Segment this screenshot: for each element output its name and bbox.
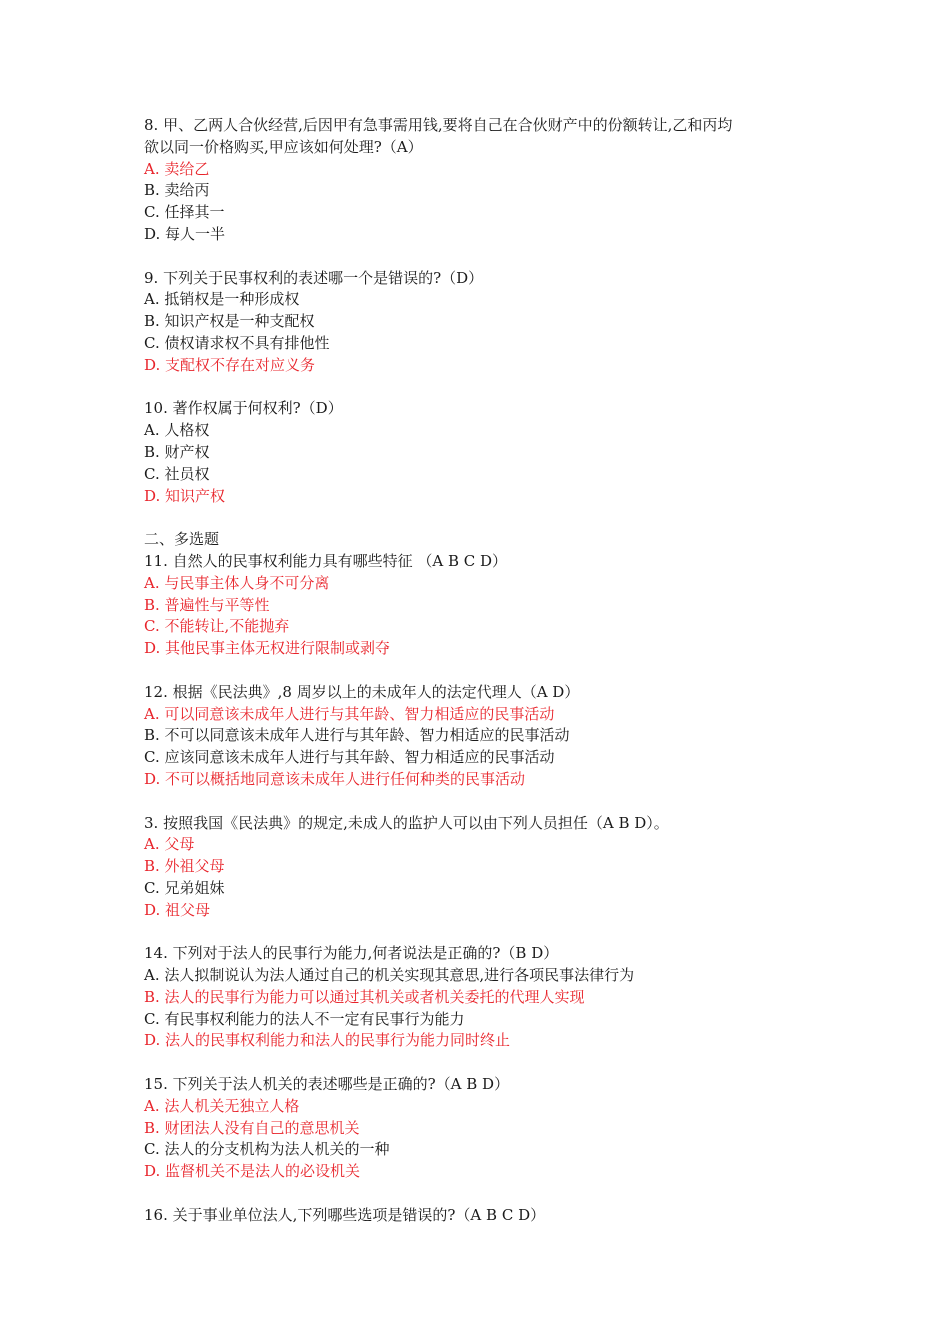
answer-option: A. 抵销权是一种形成权 — [144, 290, 300, 309]
answer-option: C. 应该同意该未成年人进行与其年龄、智力相适应的民事活动 — [144, 748, 555, 767]
question-text: 12. 根据《民法典》,8 周岁以上的未成年人的法定代理人（A D） — [144, 682, 580, 701]
question-block — [144, 943, 824, 1052]
question-text: 16. 关于事业单位法人,下列哪些选项是错误的?（A B C D） — [144, 1205, 546, 1224]
answer-option-correct: A. 卖给乙 — [144, 159, 210, 178]
answer-option: C. 兄弟姐妹 — [144, 878, 225, 897]
answer-option: C. 任择其一 — [144, 203, 225, 222]
answer-option: B. 卖给丙 — [144, 181, 210, 200]
question-text: 14. 下列对于法人的民事行为能力,何者说法是正确的?（B D） — [144, 944, 559, 963]
answer-option-correct: B. 普遍性与平等性 — [144, 595, 270, 614]
answer-option-correct: D. 其他民事主体无权进行限制或剥夺 — [144, 639, 391, 658]
question-text: 3. 按照我国《民法典》的规定,未成人的监护人可以由下列人员担任（A B D）。 — [144, 813, 669, 832]
question-block — [144, 682, 824, 791]
blank-line — [144, 921, 824, 943]
question-block — [144, 115, 824, 246]
question-text: 10. 著作权属于何权利?（D） — [144, 399, 343, 418]
answer-option: A. 法人拟制说认为法人通过自己的机关实现其意思,进行各项民事法律行为 — [144, 966, 635, 985]
question-text: 15. 下列关于法人机关的表述哪些是正确的?（A B D） — [144, 1075, 510, 1094]
document-body — [144, 115, 824, 1227]
question-block — [144, 529, 824, 660]
question-block — [144, 1074, 824, 1183]
answer-option-correct: A. 可以同意该未成年人进行与其年龄、智力相适应的民事活动 — [144, 704, 555, 723]
answer-option-correct: D. 支配权不存在对应义务 — [144, 355, 316, 374]
answer-option-correct: A. 法人机关无独立人格 — [144, 1096, 300, 1115]
answer-option-correct: B. 法人的民事行为能力可以通过其机关或者机关委托的代理人实现 — [144, 987, 585, 1006]
answer-option-correct: B. 财团法人没有自己的意思机关 — [144, 1118, 360, 1137]
answer-option: C. 债权请求权不具有排他性 — [144, 333, 330, 352]
question-block — [144, 1205, 824, 1227]
question-block — [144, 398, 824, 507]
answer-option: A. 人格权 — [144, 421, 210, 440]
answer-option-correct: C. 不能转让,不能抛弃 — [144, 617, 290, 636]
question-text: 9. 下列关于民事权利的表述哪一个是错误的?（D） — [144, 268, 484, 287]
blank-line — [144, 246, 824, 268]
answer-option-correct: D. 知识产权 — [144, 486, 226, 505]
question-block — [144, 268, 824, 377]
answer-option-correct: D. 不可以概括地同意该未成年人进行任何种类的民事活动 — [144, 769, 526, 788]
section-heading: 二、多选题 — [144, 530, 220, 549]
answer-option: B. 知识产权是一种支配权 — [144, 312, 315, 331]
answer-option: D. 每人一半 — [144, 224, 226, 243]
answer-option-correct: B. 外祖父母 — [144, 857, 225, 876]
answer-option: C. 法人的分支机构为法人机关的一种 — [144, 1140, 390, 1159]
question-block — [144, 813, 824, 922]
answer-option-correct: D. 监督机关不是法人的必设机关 — [144, 1162, 361, 1181]
blank-line — [144, 507, 824, 529]
blank-line — [144, 791, 824, 813]
question-text: 11. 自然人的民事权利能力具有哪些特征 （A B C D） — [144, 551, 508, 570]
answer-option: C. 社员权 — [144, 464, 210, 483]
blank-line — [144, 660, 824, 682]
answer-option-correct: A. 父母 — [144, 835, 195, 854]
blank-line — [144, 1183, 824, 1205]
question-text: 8. 甲、乙两人合伙经营,后因甲有急事需用钱,要将自己在合伙财产中的份额转让,乙和丙均 — [144, 116, 733, 134]
answer-option: B. 财产权 — [144, 442, 210, 461]
answer-option: B. 不可以同意该未成年人进行与其年龄、智力相适应的民事活动 — [144, 726, 570, 745]
blank-line — [144, 1052, 824, 1074]
question-text: 欲以同一价格购买,甲应该如何处理?（A） — [144, 137, 423, 156]
blank-line — [144, 377, 824, 399]
answer-option: C. 有民事权利能力的法人不一定有民事行为能力 — [144, 1009, 465, 1028]
answer-option-correct: D. 法人的民事权利能力和法人的民事行为能力同时终止 — [144, 1031, 511, 1050]
answer-option-correct: D. 祖父母 — [144, 900, 211, 919]
answer-option-correct: A. 与民事主体人身不可分离 — [144, 573, 330, 592]
